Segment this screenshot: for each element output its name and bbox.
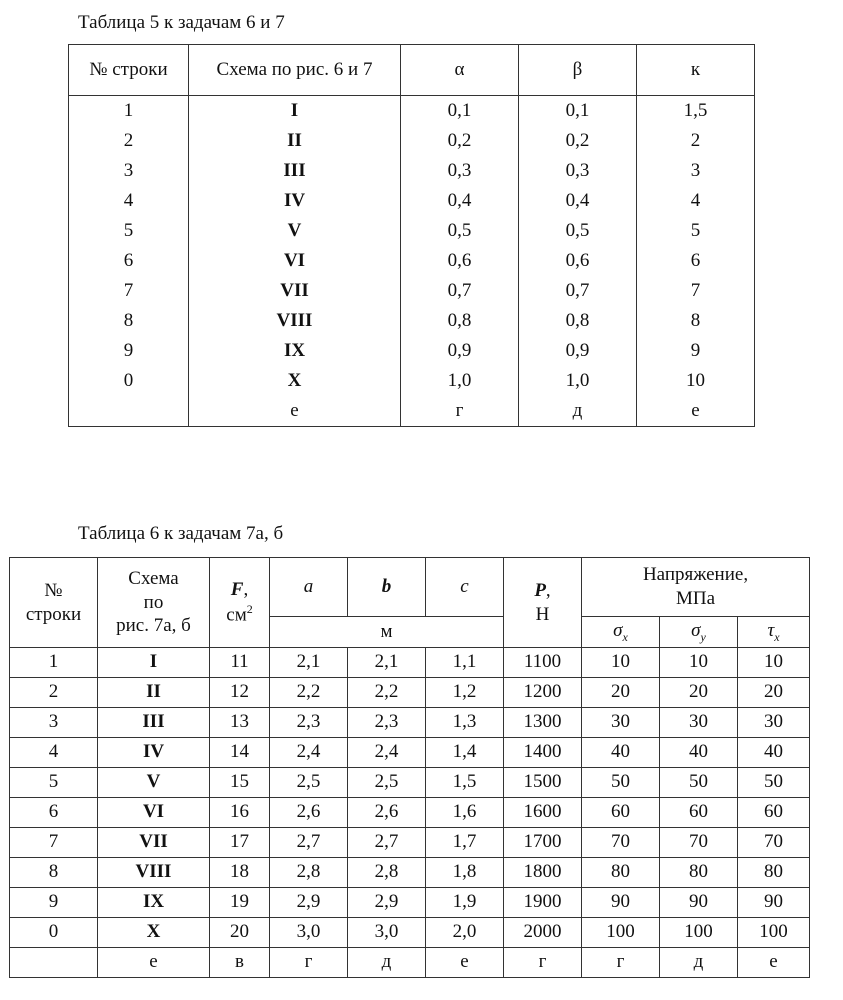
table6-cell: 2,9 (348, 888, 426, 918)
table5-cell: 8 (69, 306, 189, 336)
table5-cell: 9 (637, 336, 755, 366)
table6-cell: VI (98, 798, 210, 828)
table6-cell: 70 (582, 828, 660, 858)
table6-cell: 1,1 (426, 648, 504, 678)
table-row (69, 306, 755, 336)
table6-cell: 1,5 (426, 768, 504, 798)
table6-cell: 2,1 (270, 648, 348, 678)
table5-cell: III (189, 156, 401, 186)
table6-cell: 2000 (504, 918, 582, 948)
table5-cell: 6 (69, 246, 189, 276)
header-text: τ (767, 619, 775, 641)
table5-cell: г (401, 396, 519, 427)
table6-cell: 50 (582, 768, 660, 798)
table-row (69, 366, 755, 396)
table6-header-row (10, 558, 810, 617)
table5-cell: 0,8 (519, 306, 637, 336)
table6-cell: 1,9 (426, 888, 504, 918)
table5-cell: 10 (637, 366, 755, 396)
table6-cell: в (210, 948, 270, 978)
table6-header-row-no (10, 558, 98, 648)
table6-cell: 3 (10, 708, 98, 738)
table5-cell: 1,0 (519, 366, 637, 396)
table6-cell: 100 (582, 918, 660, 948)
table6-cell: 1,7 (426, 828, 504, 858)
table6-cell: д (660, 948, 738, 978)
table6-cell: 11 (210, 648, 270, 678)
table6-cell: 10 (660, 648, 738, 678)
table5-caption: Таблица 5 к задачам 6 и 7 (78, 12, 285, 33)
table6-cell: VII (98, 828, 210, 858)
table5-cell: VI (189, 246, 401, 276)
table5-cell: 0,6 (401, 246, 519, 276)
table5-cell: I (189, 96, 401, 127)
table5-cell: 7 (637, 276, 755, 306)
table5-cell: 9 (69, 336, 189, 366)
table5 (68, 44, 755, 427)
table6-cell: 1 (10, 648, 98, 678)
table5-cell: 5 (637, 216, 755, 246)
table6-cell: 5 (10, 768, 98, 798)
table5-cell: 1 (69, 96, 189, 127)
table5-cell: 0,1 (519, 96, 637, 127)
table6-cell: 1500 (504, 768, 582, 798)
table6-cell: 80 (582, 858, 660, 888)
table5-cell: 0,7 (519, 276, 637, 306)
table6-cell: 30 (660, 708, 738, 738)
table6-header-stress (582, 558, 810, 617)
table5-cell: 0,2 (401, 126, 519, 156)
table6-cell: 90 (738, 888, 810, 918)
table6-cell: 2,3 (348, 708, 426, 738)
table6-cell: 80 (738, 858, 810, 888)
table6-header-length-unit: м (270, 617, 504, 648)
header-text: F (230, 579, 244, 601)
header-text: № (44, 579, 63, 601)
table-row (10, 888, 810, 918)
table5-header-cell: β (519, 45, 637, 96)
header-text: 2 (246, 601, 253, 616)
table6-cell: VIII (98, 858, 210, 888)
table5-cell: 0,7 (401, 276, 519, 306)
table5-cell: е (637, 396, 755, 427)
table6-cell: 4 (10, 738, 98, 768)
header-text: строки (25, 603, 82, 625)
table6-header-p: P, Н (504, 558, 582, 648)
table5-cell: 0,9 (519, 336, 637, 366)
table6-cell: 2,5 (348, 768, 426, 798)
table6-cell: 1,4 (426, 738, 504, 768)
table5-cell: д (519, 396, 637, 427)
table5-cell: 0,4 (519, 186, 637, 216)
table5-header-row (69, 45, 755, 96)
table6-cell: 15 (210, 768, 270, 798)
table5-cell: 0,2 (519, 126, 637, 156)
table-row (69, 276, 755, 306)
table5-cell: е (189, 396, 401, 427)
table5-cell: 0,4 (401, 186, 519, 216)
table5-cell: IV (189, 186, 401, 216)
table6-cell: 100 (738, 918, 810, 948)
table-row (10, 768, 810, 798)
table6-cell: 2,8 (348, 858, 426, 888)
table5-cell: 2 (637, 126, 755, 156)
table6-cell: IX (98, 888, 210, 918)
table6-cell: 2,8 (270, 858, 348, 888)
table6-cell: 2,4 (270, 738, 348, 768)
table5-cell: 0,3 (519, 156, 637, 186)
table6-cell: 1700 (504, 828, 582, 858)
table6-cell: е (426, 948, 504, 978)
table5-cell: 0,1 (401, 96, 519, 127)
table6-header-a: a (270, 558, 348, 617)
table6-cell: II (98, 678, 210, 708)
table-row (10, 708, 810, 738)
header-text: x (774, 629, 780, 644)
table6-cell: 2 (10, 678, 98, 708)
table5-footer-row (69, 396, 755, 427)
table6-cell: 7 (10, 828, 98, 858)
table6-caption: Таблица 6 к задачам 7а, б (78, 523, 284, 544)
table5-cell: 7 (69, 276, 189, 306)
header-text: по (143, 591, 164, 613)
table6-cell: 20 (582, 678, 660, 708)
table5-cell: II (189, 126, 401, 156)
table6-cell: 1200 (504, 678, 582, 708)
table6-cell: 1,6 (426, 798, 504, 828)
table-row (10, 648, 810, 678)
table6-cell: X (98, 918, 210, 948)
table-row (10, 858, 810, 888)
table6-cell: 1600 (504, 798, 582, 828)
table-row (69, 126, 755, 156)
table6-footer-row (10, 948, 810, 978)
table5-cell: X (189, 366, 401, 396)
table6-cell: I (98, 648, 210, 678)
table5-header-cell: Схема по рис. 6 и 7 (189, 45, 401, 96)
header-text: σ (691, 619, 701, 641)
table5-cell: 0,5 (401, 216, 519, 246)
header-text: y (700, 629, 706, 644)
table6-cell: 60 (660, 798, 738, 828)
table6-header-f: F, $см^2$ (210, 558, 270, 648)
table6-cell: 30 (582, 708, 660, 738)
table6-cell: г (582, 948, 660, 978)
table5-header-cell: α (401, 45, 519, 96)
table6-cell: 1400 (504, 738, 582, 768)
table5-header-cell: к (637, 45, 755, 96)
table6-cell: г (504, 948, 582, 978)
table5-cell: 0,5 (519, 216, 637, 246)
table6-cell: 16 (210, 798, 270, 828)
table6-cell: 3,0 (270, 918, 348, 948)
table6-cell: 30 (738, 708, 810, 738)
table6-cell: 20 (660, 678, 738, 708)
table6-header-tau-x (738, 617, 810, 648)
table6-cell: III (98, 708, 210, 738)
table6-cell: 1900 (504, 888, 582, 918)
table6-cell: 12 (210, 678, 270, 708)
table6-cell: 40 (660, 738, 738, 768)
table5-cell: 8 (637, 306, 755, 336)
table6-cell: 80 (660, 858, 738, 888)
header-text: Напряжение, (642, 564, 749, 586)
table6-cell: 90 (582, 888, 660, 918)
table-row (10, 678, 810, 708)
table6-cell: 40 (582, 738, 660, 768)
table6-cell: 3,0 (348, 918, 426, 948)
table6-cell: 20 (210, 918, 270, 948)
table6-cell: 17 (210, 828, 270, 858)
table6-cell: 1,2 (426, 678, 504, 708)
table6-cell: 90 (660, 888, 738, 918)
table6-header-c: c (426, 558, 504, 617)
table5-cell: 0,6 (519, 246, 637, 276)
table6-cell: е (98, 948, 210, 978)
table6-cell: 2,2 (270, 678, 348, 708)
table6-cell: 1,8 (426, 858, 504, 888)
table-row (69, 156, 755, 186)
table6-cell: е (738, 948, 810, 978)
table6-cell: 1300 (504, 708, 582, 738)
table5-cell: IX (189, 336, 401, 366)
table6-cell: г (270, 948, 348, 978)
table-row (69, 216, 755, 246)
table5-cell: VII (189, 276, 401, 306)
table5-cell: 4 (637, 186, 755, 216)
table6-cell: 50 (660, 768, 738, 798)
table6 (9, 557, 810, 978)
table6-header-scheme (98, 558, 210, 648)
table-row (69, 186, 755, 216)
table6-cell: 20 (738, 678, 810, 708)
table6-cell: 2,2 (348, 678, 426, 708)
table5-cell: 3 (69, 156, 189, 186)
header-text: x (622, 629, 628, 644)
header-text: P (534, 579, 546, 601)
table6-cell: 14 (210, 738, 270, 768)
table5-cell: 6 (637, 246, 755, 276)
table6-cell: 2,7 (270, 828, 348, 858)
header-text: σ (613, 619, 623, 641)
table6-cell: 2,3 (270, 708, 348, 738)
table6-cell: 2,4 (348, 738, 426, 768)
table6-cell: 1,3 (426, 708, 504, 738)
table5-header-cell: № строки (69, 45, 189, 96)
header-text: Схема (128, 567, 179, 589)
table6-cell: 50 (738, 768, 810, 798)
table5-cell: 1,5 (637, 96, 755, 127)
table6-cell: 60 (738, 798, 810, 828)
table5-cell: 0,8 (401, 306, 519, 336)
table5-cell: 0 (69, 366, 189, 396)
header-text: см (226, 604, 247, 626)
table-row (10, 798, 810, 828)
table6-cell: 10 (582, 648, 660, 678)
table6-cell: 1100 (504, 648, 582, 678)
table6-cell: 2,7 (348, 828, 426, 858)
table5-cell: 4 (69, 186, 189, 216)
table6-header-sigma-y (660, 617, 738, 648)
table6-cell: 2,0 (426, 918, 504, 948)
table-row (10, 828, 810, 858)
table6-cell: 60 (582, 798, 660, 828)
table6-cell: д (348, 948, 426, 978)
table5-cell: 3 (637, 156, 755, 186)
table6-cell: 19 (210, 888, 270, 918)
table6-cell: 70 (660, 828, 738, 858)
header-text: рис. 7а, б (116, 615, 191, 637)
header-text: МПа (675, 588, 716, 609)
table6-cell: 0 (10, 918, 98, 948)
table-row (10, 918, 810, 948)
table6-cell: 9 (10, 888, 98, 918)
table5-cell: VIII (189, 306, 401, 336)
table6-cell: 18 (210, 858, 270, 888)
table6-cell: 1800 (504, 858, 582, 888)
table6-cell: 8 (10, 858, 98, 888)
table6-header-b: b (348, 558, 426, 617)
table5-cell (69, 396, 189, 427)
table-row (69, 336, 755, 366)
table5-cell: 0,3 (401, 156, 519, 186)
table6-header-sigma-x (582, 617, 660, 648)
table6-cell: 6 (10, 798, 98, 828)
table6-cell: 2,6 (270, 798, 348, 828)
table6-cell: 13 (210, 708, 270, 738)
table6-cell: 2,1 (348, 648, 426, 678)
table5-cell: 2 (69, 126, 189, 156)
table-row (10, 738, 810, 768)
table6-cell: V (98, 768, 210, 798)
table6-cell: 10 (738, 648, 810, 678)
table6-cell: 2,5 (270, 768, 348, 798)
table5-cell: 5 (69, 216, 189, 246)
table6-cell: 2,9 (270, 888, 348, 918)
table6-cell: IV (98, 738, 210, 768)
table5-cell: V (189, 216, 401, 246)
table5-cell: 1,0 (401, 366, 519, 396)
header-text: Н (535, 603, 550, 625)
table-row (69, 246, 755, 276)
table6-cell (10, 948, 98, 978)
table6-cell: 100 (660, 918, 738, 948)
table5-cell: 0,9 (401, 336, 519, 366)
table-row (69, 96, 755, 127)
table6-cell: 40 (738, 738, 810, 768)
table6-cell: 70 (738, 828, 810, 858)
table6-cell: 2,6 (348, 798, 426, 828)
